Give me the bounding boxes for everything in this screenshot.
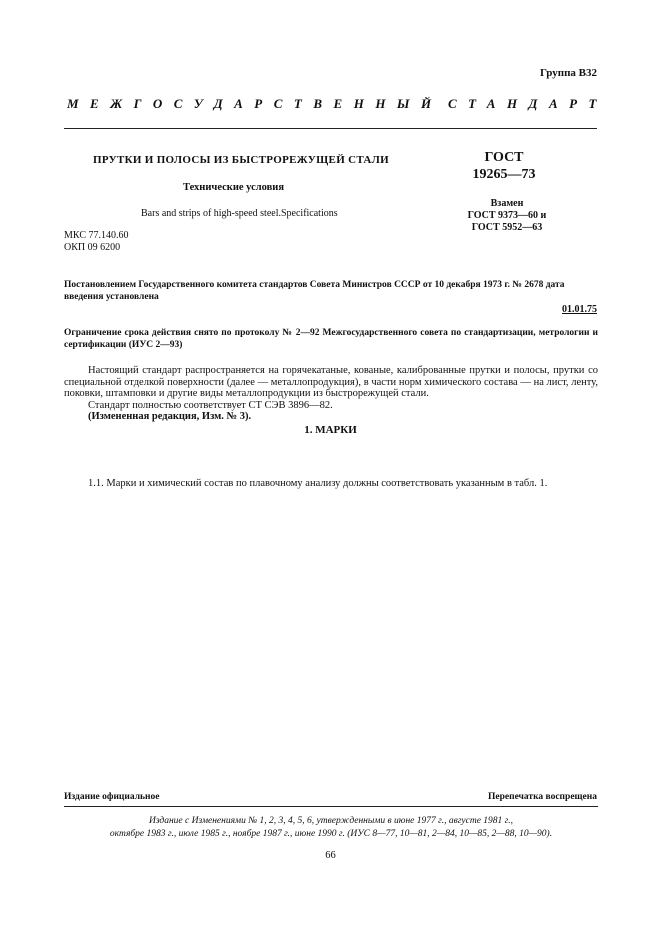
introduction-date: 01.01.75: [562, 304, 597, 315]
amendments-line-2: октябре 1983 г., июле 1985 г., ноябре 1987 г., июне 1990 г. (ИУС 8—77, 10—81, 2—84, 10—85, 2—88, 10—90).: [109, 829, 553, 839]
banner-divider: [64, 128, 597, 129]
classifier-codes: [64, 230, 128, 254]
mks-code: МКС 77.140.60: [64, 230, 129, 241]
clause-1-1: 1.1. Марки и химический состав по плавочному анализу должны соответствовать указанным в табл. 1.: [88, 478, 548, 489]
banner-interstate: МЕЖГОСУДАРСТВЕННЫЙ: [67, 96, 443, 111]
footer-divider: [64, 806, 598, 807]
body-text: [64, 365, 598, 423]
replaces-gost-2: ГОСТ 5952—63: [471, 222, 543, 233]
section-heading: 1. МАРКИ: [304, 424, 357, 436]
group-label: Группа В32: [539, 67, 597, 79]
document-subtitle: Технические условия: [183, 182, 285, 193]
standard-banner: [67, 96, 608, 112]
amendments-note: [64, 815, 598, 841]
gost-number: 19265—73: [472, 167, 536, 182]
official-edition-label: Издание официальное: [64, 792, 160, 802]
compliance-paragraph: Стандарт полностью соответствует СТ СЭВ 3896—82.: [88, 399, 333, 411]
gost-designation: [455, 150, 553, 184]
amendments-line-1: Издание с Изменениями № 1, 2, 3, 4, 5, 6, утвержденными в июне 1977 г., августе 1981 г.,: [148, 816, 514, 826]
decree-text: Постановлением Государственного комитета стандартов Совета Министров СССР от 10 декабря 1973 г. № 2678 дата введения установлена: [64, 280, 565, 302]
okp-code: ОКП 09 6200: [64, 242, 121, 253]
replaces-label: Взамен: [490, 198, 524, 209]
document-title: ПРУТКИ И ПОЛОСЫ ИЗ БЫСТРОРЕЖУЩЕЙ СТАЛИ: [93, 154, 390, 166]
reprint-prohibited-label: Перепечатка воспрещена: [487, 792, 597, 802]
scope-paragraph: Настоящий стандарт распространяется на горячекатаные, кованые, калиброванные прутки и полосы, прутки со специальной отделкой поверхности (далее — металлопродукция), в части норм химического состава — на лист, ленту, поковки, штамповки и другие виды металлопродукции из быстрорежущей стали.: [64, 365, 598, 400]
replaces-gost-1: ГОСТ 9373—60 и: [467, 210, 547, 221]
english-title: Bars and strips of high-speed steel.Specifications: [141, 208, 338, 219]
restriction-note: Ограничение срока действия снято по протоколу № 2—92 Межгосударственного совета по стандартизации, метрологии и сертификации (ИУС 2—93): [64, 328, 598, 350]
page-number: 66: [325, 850, 336, 861]
banner-standard: СТАНДАРТ: [447, 96, 608, 111]
gost-label: ГОСТ: [484, 150, 524, 165]
replaces-block: [452, 198, 562, 234]
amendment-note: (Измененная редакция, Изм. № 3).: [88, 411, 252, 423]
